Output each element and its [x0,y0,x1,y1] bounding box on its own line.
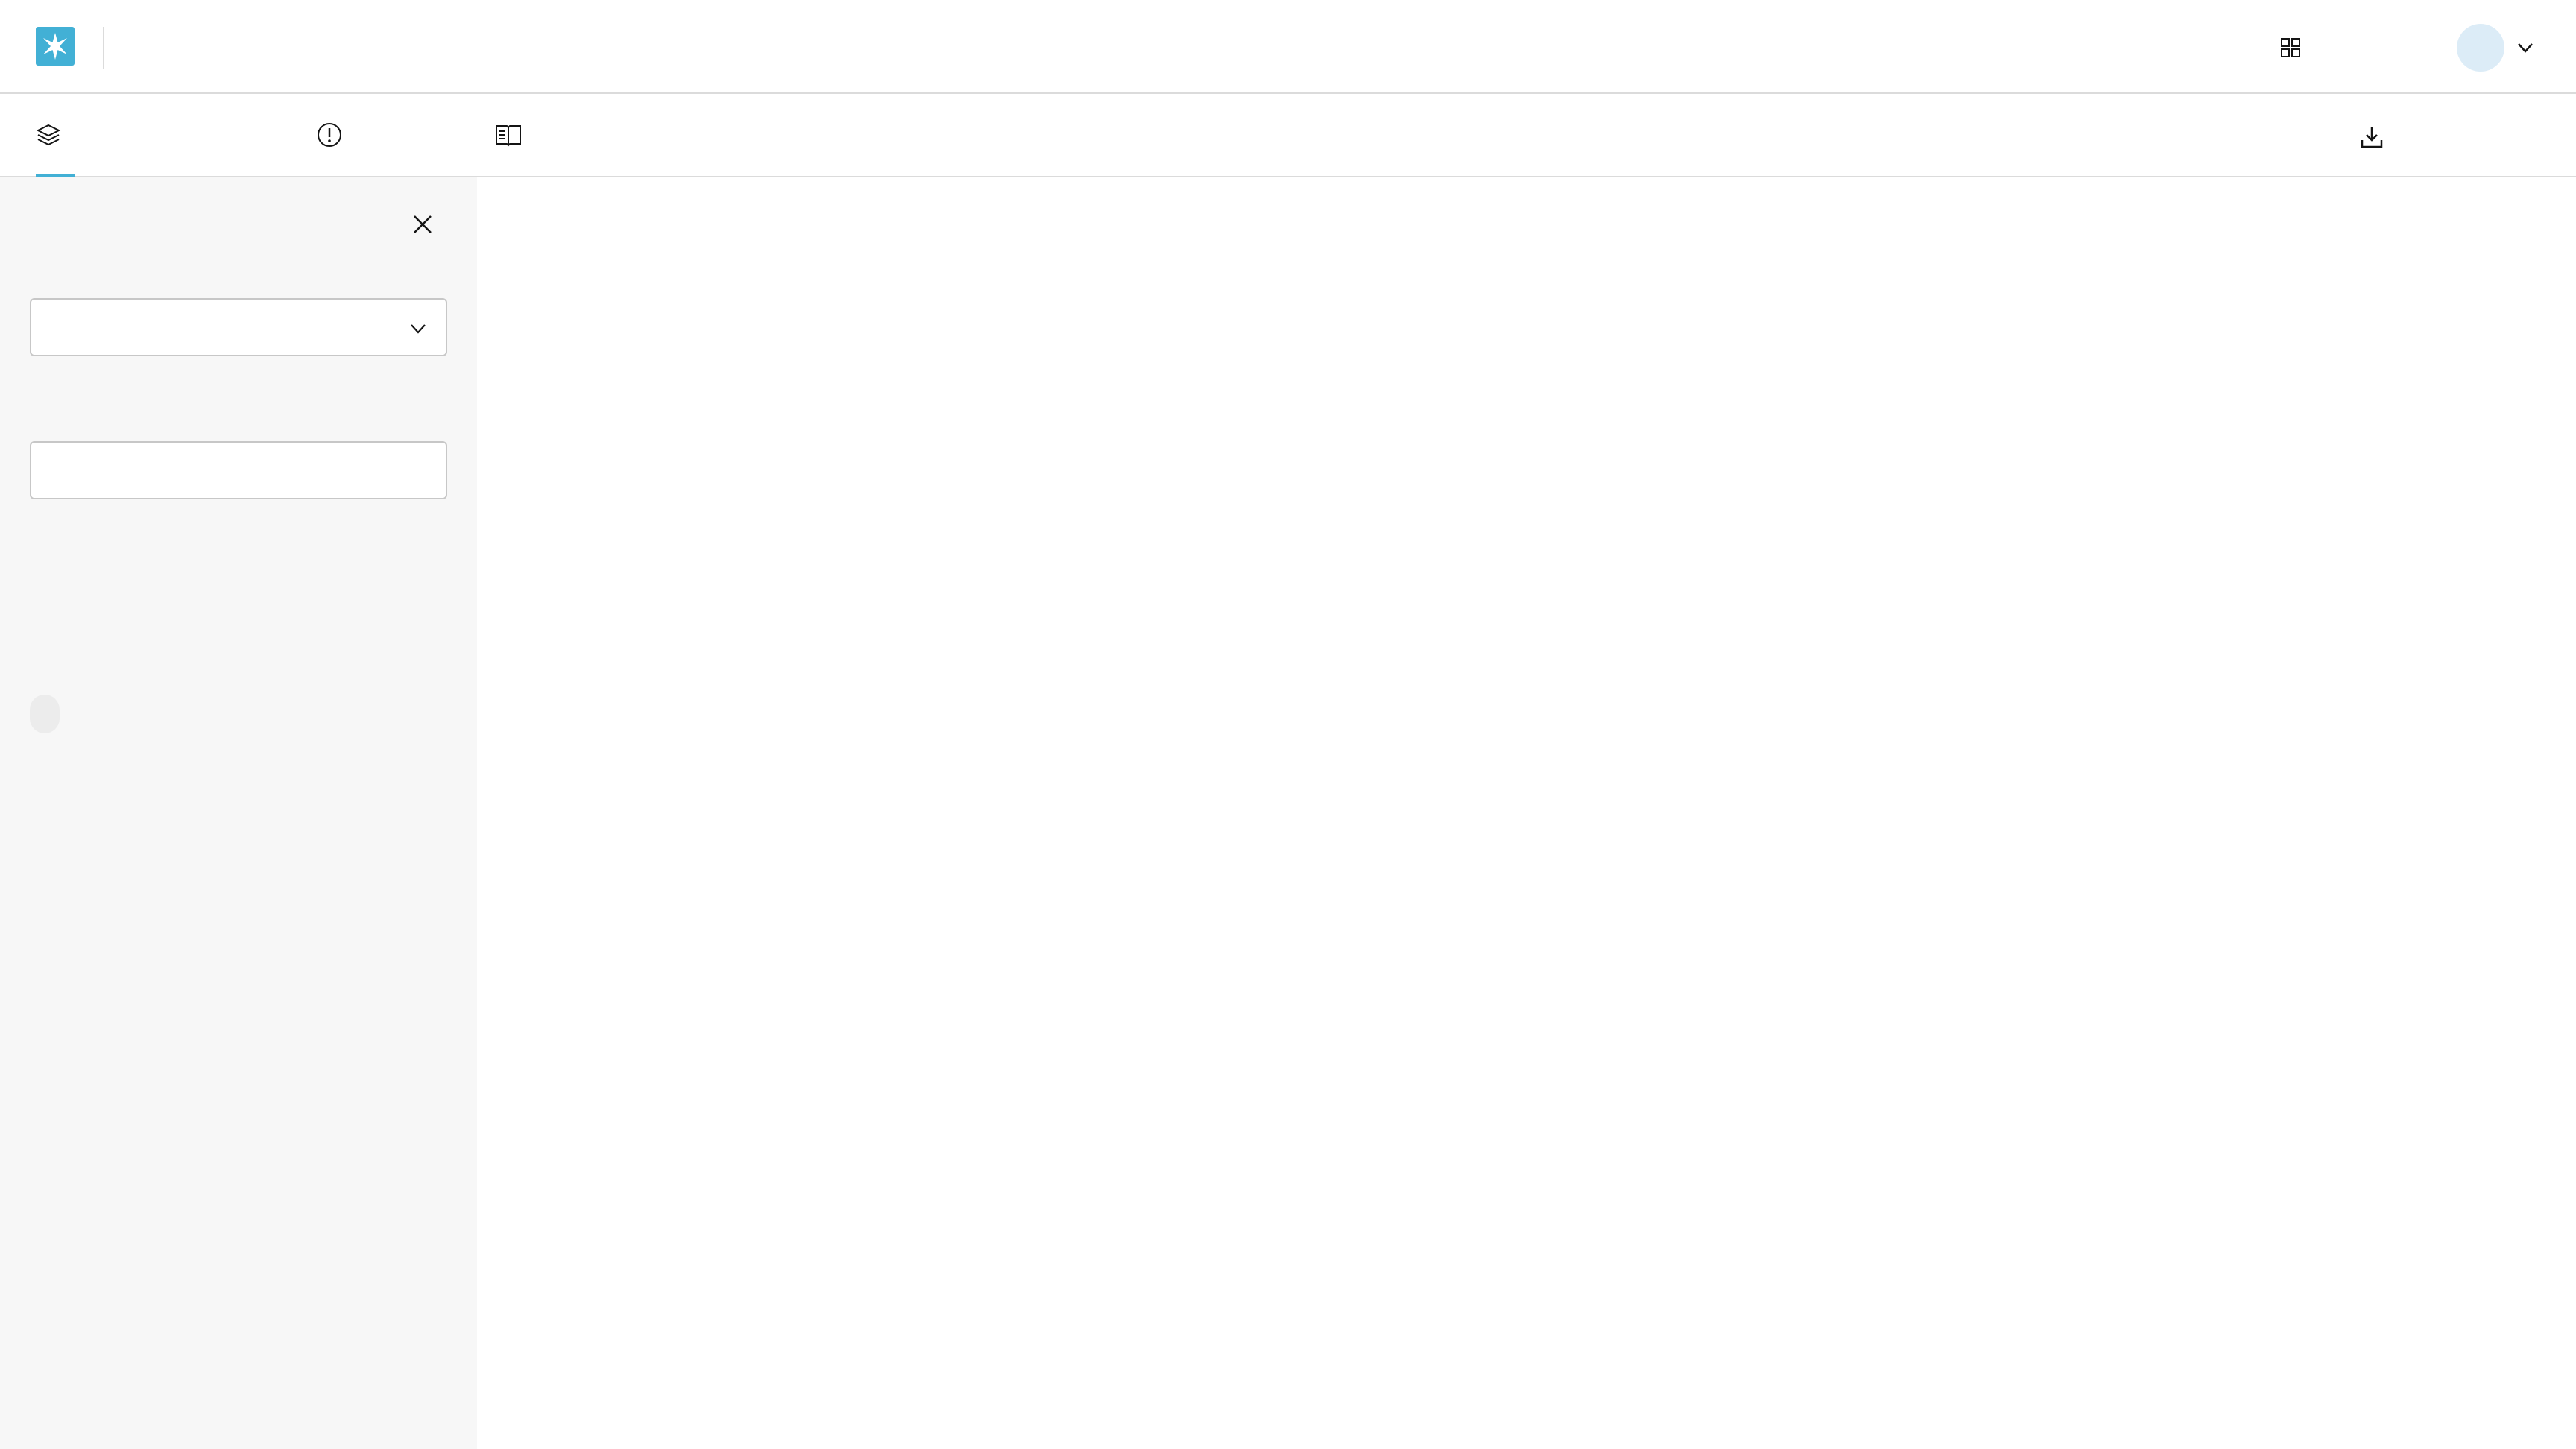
star-icon [40,31,70,61]
layers-icon [36,122,61,148]
import-rates-button[interactable] [2360,121,2394,154]
error-circle-icon [316,121,343,148]
maersk-star-logo[interactable] [36,27,75,66]
chevron-down-icon [408,319,428,338]
filter-panel [0,177,477,1449]
tab-reference[interactable] [495,94,535,176]
chevron-down-icon[interactable] [2515,37,2536,58]
tab-errors[interactable] [316,94,356,176]
shop-code-input[interactable] [30,441,447,499]
close-icon[interactable] [408,210,437,239]
user-avatar[interactable] [2457,24,2504,72]
download-icon [2360,125,2384,149]
cost-types-button[interactable] [2279,30,2312,66]
header-divider [103,27,104,69]
grid-icon [2279,37,2302,59]
book-icon [495,123,522,147]
main-tabs [0,94,2576,177]
tab-rate-repository[interactable] [36,94,75,176]
filter-selection-dropdown[interactable] [30,298,447,356]
app-header [0,0,2576,94]
